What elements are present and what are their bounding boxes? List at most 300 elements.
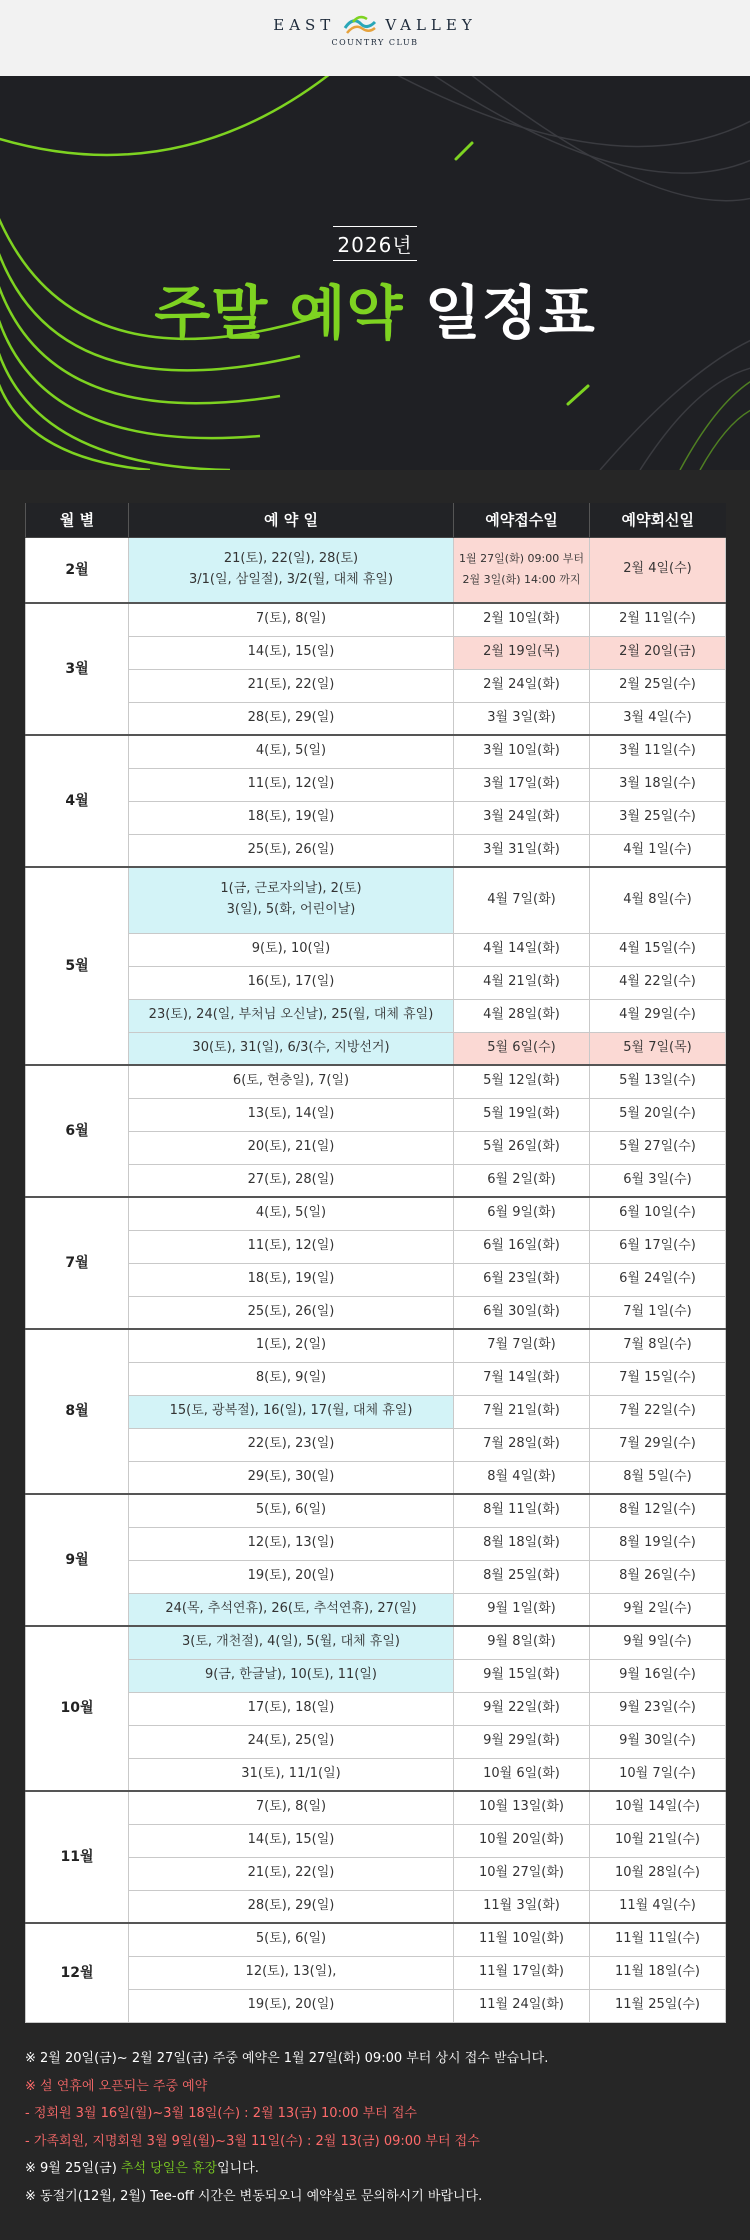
registration-date-cell [454, 1989, 590, 2022]
reservation-date-cell-line: 3(일), 5(화, 어린이날) [226, 902, 356, 918]
month-cell: 6월 [26, 1065, 129, 1197]
table-row [26, 1758, 726, 1791]
reply-date-cell: 5월 13일(수) [590, 1065, 726, 1098]
registration-date-cell [454, 537, 590, 603]
registration-date-cell-line: 9월 29일(화) [483, 1733, 560, 1749]
notice-line [25, 2073, 725, 2101]
registration-date-cell-line: 5월 12일(화) [483, 1073, 560, 1089]
reservation-date-cell [129, 1692, 454, 1725]
registration-date-cell-line: 11월 17일(화) [478, 1964, 565, 1980]
reservation-date-cell-line: 4(토), 5(일) [255, 1205, 327, 1221]
reservation-date-cell-line: 19(토), 20(일) [247, 1997, 335, 2013]
reservation-date-cell [129, 867, 454, 933]
registration-date-cell-line: 10월 20일(화) [478, 1832, 565, 1848]
month-cell: 5월 [26, 867, 129, 1065]
notice-line [25, 2100, 725, 2128]
notice-line [25, 2128, 725, 2156]
reservation-date-cell-line: 11(토), 12(일) [247, 776, 335, 792]
table-row [26, 1560, 726, 1593]
registration-date-cell-line: 4월 7일(화) [487, 891, 556, 907]
registration-date-cell [454, 735, 590, 768]
reservation-date-cell-line: 30(토), 31(일), 6/3(수, 지방선거) [192, 1039, 390, 1055]
notice-text: ※ 동절기(12월, 2월) Tee-off 시간은 변동되오니 예약실로 문의하시기 바랍니다. [25, 2188, 483, 2204]
reply-date-cell: 9월 9일(수) [590, 1626, 726, 1659]
registration-date-cell [454, 966, 590, 999]
reservation-date-cell-line: 7(토), 8(일) [255, 611, 327, 627]
reservation-date-cell-line: 25(토), 26(일) [247, 841, 335, 857]
reservation-date-cell [129, 1857, 454, 1890]
reservation-date-cell-line: 20(토), 21(일) [247, 1139, 335, 1155]
registration-date-cell [454, 1461, 590, 1494]
table-row [26, 1857, 726, 1890]
registration-date-cell-line: 8월 18일(화) [483, 1535, 560, 1551]
table-row [26, 801, 726, 834]
registration-date-cell-line: 4월 28일(화) [483, 1007, 560, 1023]
reply-date-cell: 4월 22일(수) [590, 966, 726, 999]
reservation-date-cell [129, 669, 454, 702]
registration-date-cell-line: 3월 3일(화) [487, 709, 556, 725]
registration-date-cell [454, 1362, 590, 1395]
table-row [26, 1362, 726, 1395]
registration-date-cell [454, 1923, 590, 1956]
reservation-date-cell [129, 735, 454, 768]
registration-date-cell-line: 5월 19일(화) [483, 1106, 560, 1122]
reservation-date-cell [129, 1329, 454, 1362]
reservation-date-cell-line: 4(토), 5(일) [255, 743, 327, 759]
registration-date-cell-line: 6월 9일(화) [487, 1205, 556, 1221]
registration-date-cell-line: 4월 14일(화) [483, 941, 560, 957]
reservation-date-cell [129, 1527, 454, 1560]
reply-date-cell: 5월 27일(수) [590, 1131, 726, 1164]
registration-date-cell-line: 6월 16일(화) [483, 1238, 560, 1254]
reservation-date-cell-line: 29(토), 30(일) [247, 1468, 335, 1484]
reservation-date-cell-line: 31(토), 11/1(일) [241, 1765, 341, 1781]
reply-date-cell: 10월 14일(수) [590, 1791, 726, 1824]
registration-date-cell-line: 2월 3일(화) 14:00 까지 [462, 572, 581, 586]
reply-date-cell: 6월 10일(수) [590, 1197, 726, 1230]
reservation-date-cell-line: 1(토), 2(일) [255, 1337, 327, 1353]
table-row [26, 1230, 726, 1263]
registration-date-cell [454, 1296, 590, 1329]
reservation-date-cell [129, 1395, 454, 1428]
table-row [26, 999, 726, 1032]
registration-date-cell [454, 1857, 590, 1890]
reply-date-cell: 11월 4일(수) [590, 1890, 726, 1923]
registration-date-cell [454, 1098, 590, 1131]
registration-date-cell-line: 10월 13일(화) [478, 1799, 565, 1815]
reply-date-cell: 10월 28일(수) [590, 1857, 726, 1890]
registration-date-cell [454, 1527, 590, 1560]
table-row [26, 636, 726, 669]
registration-date-cell [454, 1758, 590, 1791]
registration-date-cell-line: 8월 25일(화) [483, 1568, 560, 1584]
notice-text: - 가족회원, 지명회원 3월 9일(월)~3월 11일(수) : 2월 13(금) 09:00 부터 접수 [25, 2133, 480, 2149]
club-logo[interactable] [0, 14, 750, 47]
notice-text: ※ 9월 25일(금) [25, 2161, 121, 2176]
table-header-row [26, 503, 726, 537]
reservation-date-cell [129, 1131, 454, 1164]
reservation-date-cell [129, 1659, 454, 1692]
reservation-date-cell [129, 768, 454, 801]
reservation-date-cell [129, 702, 454, 735]
registration-date-cell [454, 834, 590, 867]
reply-date-cell: 2월 4일(수) [590, 537, 726, 603]
registration-date-cell-line: 7월 7일(화) [487, 1337, 556, 1353]
reservation-date-cell [129, 801, 454, 834]
registration-date-cell [454, 1329, 590, 1362]
month-cell: 11월 [26, 1791, 129, 1923]
reservation-date-cell-line: 18(토), 19(일) [247, 809, 335, 825]
registration-date-cell [454, 1560, 590, 1593]
reservation-date-cell [129, 1032, 454, 1065]
table-row [26, 702, 726, 735]
reservation-date-cell [129, 1824, 454, 1857]
table-row [26, 1791, 726, 1824]
notice-line [25, 2045, 725, 2073]
reply-date-cell: 6월 17일(수) [590, 1230, 726, 1263]
reply-date-cell: 8월 19일(수) [590, 1527, 726, 1560]
table-row [26, 966, 726, 999]
reservation-date-cell-line: 12(토), 13(일) [247, 1535, 335, 1551]
reservation-date-cell-line: 3/1(일, 삼일절), 3/2(월, 대체 휴일) [188, 571, 394, 587]
reservation-date-cell-line: 14(토), 15(일) [247, 1832, 335, 1848]
table-row [26, 1923, 726, 1956]
page-title [0, 266, 750, 350]
reservation-date-cell-line: 15(토, 광복절), 16(일), 17(월, 대체 휴일) [169, 1403, 413, 1419]
logo-word-left: EAST [273, 16, 336, 34]
reply-date-cell: 7월 1일(수) [590, 1296, 726, 1329]
reservation-date-cell [129, 1428, 454, 1461]
reply-date-cell: 8월 26일(수) [590, 1560, 726, 1593]
reservation-date-cell-line: 28(토), 29(일) [247, 709, 335, 725]
reply-date-cell: 9월 30일(수) [590, 1725, 726, 1758]
registration-date-cell [454, 1230, 590, 1263]
reply-date-cell: 6월 24일(수) [590, 1263, 726, 1296]
reservation-date-cell [129, 1461, 454, 1494]
notice-text: 입니다. [217, 2161, 259, 2176]
reservation-date-cell [129, 1626, 454, 1659]
registration-date-cell [454, 1593, 590, 1626]
registration-date-cell [454, 867, 590, 933]
reservation-date-cell [129, 1956, 454, 1989]
registration-date-cell [454, 801, 590, 834]
schedule-year: 2026년 [0, 226, 750, 261]
notice-list [25, 2045, 725, 2210]
registration-date-cell [454, 1164, 590, 1197]
reservation-date-cell-line: 9(금, 한글날), 10(토), 11(일) [205, 1667, 377, 1683]
registration-date-cell [454, 1956, 590, 1989]
header-reservation-date: 예 약 일 [129, 503, 454, 537]
notice-text: 추석 당일은 휴장 [120, 2161, 218, 2176]
table-row [26, 669, 726, 702]
registration-date-cell-line: 9월 1일(화) [487, 1600, 556, 1616]
reservation-date-cell-line: 13(토), 14(일) [247, 1106, 335, 1122]
registration-date-cell [454, 1131, 590, 1164]
reservation-date-cell [129, 1296, 454, 1329]
table-row [26, 834, 726, 867]
reply-date-cell: 11월 11일(수) [590, 1923, 726, 1956]
reservation-date-cell [129, 834, 454, 867]
reply-date-cell: 7월 29일(수) [590, 1428, 726, 1461]
table-row [26, 1428, 726, 1461]
registration-date-cell-line: 3월 10일(화) [483, 743, 560, 759]
reservation-date-cell [129, 1098, 454, 1131]
table-row [26, 1263, 726, 1296]
reply-date-cell: 4월 8일(수) [590, 867, 726, 933]
table-row [26, 1131, 726, 1164]
registration-date-cell-line: 8월 11일(화) [483, 1502, 560, 1518]
reservation-date-cell-line: 16(토), 17(일) [247, 974, 335, 990]
table-row [26, 1989, 726, 2022]
registration-date-cell-line: 9월 22일(화) [483, 1700, 560, 1716]
registration-date-cell [454, 1725, 590, 1758]
reservation-date-cell [129, 1065, 454, 1098]
registration-date-cell-line: 8월 4일(화) [487, 1468, 556, 1484]
reply-date-cell: 4월 15일(수) [590, 933, 726, 966]
table-row [26, 1395, 726, 1428]
registration-date-cell-line: 10월 27일(화) [478, 1865, 565, 1881]
registration-date-cell-line: 9월 8일(화) [487, 1634, 556, 1650]
registration-date-cell-line: 2월 24일(화) [483, 677, 560, 693]
reservation-date-cell [129, 1494, 454, 1527]
registration-date-cell-line: 5월 6일(수) [487, 1039, 556, 1055]
table-row [26, 1098, 726, 1131]
header-month: 월 별 [26, 503, 129, 537]
reservation-date-cell [129, 1923, 454, 1956]
table-row [26, 1527, 726, 1560]
reservation-date-cell [129, 1890, 454, 1923]
reply-date-cell: 3월 18일(수) [590, 768, 726, 801]
registration-date-cell-line: 7월 28일(화) [483, 1436, 560, 1452]
table-row [26, 1956, 726, 1989]
registration-date-cell [454, 1428, 590, 1461]
header-registration-date: 예약접수일 [454, 503, 590, 537]
registration-date-cell-line: 6월 23일(화) [483, 1271, 560, 1287]
reply-date-cell: 2월 25일(수) [590, 669, 726, 702]
reply-date-cell: 5월 20일(수) [590, 1098, 726, 1131]
notice-text: - 정회원 3월 16일(월)~3월 18일(수) : 2월 13(금) 10:00 부터 접수 [25, 2106, 417, 2121]
registration-date-cell-line: 9월 15일(화) [483, 1667, 560, 1683]
notice-line [25, 2155, 725, 2183]
reservation-date-cell [129, 1362, 454, 1395]
wave-icon [343, 14, 377, 36]
reply-date-cell: 2월 11일(수) [590, 603, 726, 636]
reservation-date-cell-line: 12(토), 13(일), [245, 1964, 337, 1980]
reply-date-cell: 7월 8일(수) [590, 1329, 726, 1362]
reservation-date-cell-line: 9(토), 10(일) [251, 941, 331, 957]
table-row [26, 1296, 726, 1329]
reply-date-cell: 10월 21일(수) [590, 1824, 726, 1857]
table-row [26, 537, 726, 603]
reply-date-cell: 4월 29일(수) [590, 999, 726, 1032]
table-row [26, 1593, 726, 1626]
title-green-part: 주말 예약 [154, 279, 404, 347]
reply-date-cell: 7월 15일(수) [590, 1362, 726, 1395]
table-row [26, 1890, 726, 1923]
registration-date-cell-line: 4월 21일(화) [483, 974, 560, 990]
reply-date-cell: 6월 3일(수) [590, 1164, 726, 1197]
table-row [26, 603, 726, 636]
registration-date-cell-line: 1월 27일(화) 09:00 부터 [459, 551, 584, 565]
hero-banner [0, 76, 750, 470]
reservation-date-cell-line: 23(토), 24(일, 부처님 오신날), 25(월, 대체 휴일) [148, 1007, 434, 1023]
reservation-date-cell [129, 1560, 454, 1593]
month-cell: 10월 [26, 1626, 129, 1791]
reservation-date-cell [129, 1758, 454, 1791]
registration-date-cell [454, 933, 590, 966]
table-row [26, 1065, 726, 1098]
registration-date-cell [454, 603, 590, 636]
logo-subtitle: COUNTRY CLUB [331, 38, 419, 47]
top-header [0, 0, 750, 76]
reply-date-cell: 4월 1일(수) [590, 834, 726, 867]
registration-date-cell [454, 1065, 590, 1098]
table-row [26, 1329, 726, 1362]
reservation-date-cell [129, 1593, 454, 1626]
registration-date-cell [454, 1626, 590, 1659]
registration-date-cell [454, 1824, 590, 1857]
registration-date-cell [454, 768, 590, 801]
registration-date-cell [454, 1263, 590, 1296]
table-row [26, 1032, 726, 1065]
registration-date-cell [454, 1692, 590, 1725]
reservation-date-cell [129, 636, 454, 669]
registration-date-cell [454, 1197, 590, 1230]
registration-date-cell-line: 2월 10일(화) [483, 611, 560, 627]
reservation-date-cell [129, 1989, 454, 2022]
header-reply-date: 예약회신일 [590, 503, 726, 537]
reply-date-cell: 5월 7일(목) [590, 1032, 726, 1065]
month-cell: 3월 [26, 603, 129, 735]
reservation-date-cell [129, 1791, 454, 1824]
reservation-date-cell-line: 8(토), 9(일) [255, 1370, 327, 1386]
reservation-date-cell-line: 5(토), 6(일) [255, 1931, 327, 1947]
reservation-date-cell [129, 1725, 454, 1758]
registration-date-cell-line: 3월 24일(화) [483, 809, 560, 825]
reservation-date-cell [129, 603, 454, 636]
reply-date-cell: 8월 12일(수) [590, 1494, 726, 1527]
table-row [26, 1494, 726, 1527]
table-body [26, 537, 726, 2022]
registration-date-cell [454, 1032, 590, 1065]
table-row [26, 933, 726, 966]
reply-date-cell: 8월 5일(수) [590, 1461, 726, 1494]
reply-date-cell: 11월 18일(수) [590, 1956, 726, 1989]
reservation-date-cell-line: 17(토), 18(일) [247, 1700, 335, 1716]
reservation-date-cell-line: 3(토, 개천절), 4(일), 5(월, 대체 휴일) [181, 1634, 400, 1650]
reservation-date-cell-line: 19(토), 20(일) [247, 1568, 335, 1584]
reservation-date-cell-line: 25(토), 26(일) [247, 1303, 335, 1319]
registration-date-cell-line: 11월 3일(화) [483, 1897, 560, 1913]
registration-date-cell [454, 1791, 590, 1824]
registration-date-cell-line: 7월 14일(화) [483, 1370, 560, 1386]
reservation-date-cell [129, 933, 454, 966]
registration-date-cell [454, 669, 590, 702]
month-cell: 8월 [26, 1329, 129, 1494]
registration-date-cell [454, 1659, 590, 1692]
table-row [26, 768, 726, 801]
notice-line [25, 2183, 725, 2211]
registration-date-cell-line: 2월 19일(목) [483, 644, 560, 660]
reservation-date-cell [129, 1164, 454, 1197]
table-row [26, 1692, 726, 1725]
table-row [26, 1164, 726, 1197]
notice-text: ※ 2월 20일(금)~ 2월 27일(금) 주중 예약은 1월 27일(화) 09:00 부터 상시 접수 받습니다. [25, 2051, 549, 2066]
reply-date-cell: 9월 2일(수) [590, 1593, 726, 1626]
registration-date-cell-line: 6월 30일(화) [483, 1303, 560, 1319]
reply-date-cell: 11월 25일(수) [590, 1989, 726, 2022]
reservation-date-cell [129, 1197, 454, 1230]
registration-date-cell-line: 5월 26일(화) [483, 1139, 560, 1155]
table-row [26, 1626, 726, 1659]
registration-date-cell-line: 11월 10일(화) [478, 1931, 565, 1947]
reply-date-cell: 7월 22일(수) [590, 1395, 726, 1428]
month-cell: 12월 [26, 1923, 129, 2022]
table-row [26, 867, 726, 933]
month-cell: 7월 [26, 1197, 129, 1329]
registration-date-cell [454, 1890, 590, 1923]
registration-date-cell [454, 1494, 590, 1527]
registration-date-cell [454, 1395, 590, 1428]
reservation-date-cell-line: 27(토), 28(일) [247, 1171, 335, 1187]
reply-date-cell: 10월 7일(수) [590, 1758, 726, 1791]
registration-date-cell [454, 636, 590, 669]
reservation-date-cell [129, 1263, 454, 1296]
reservation-date-cell-line: 1(금, 근로자의날), 2(토) [220, 881, 362, 897]
table-row [26, 735, 726, 768]
reply-date-cell: 9월 23일(수) [590, 1692, 726, 1725]
reservation-date-cell-line: 11(토), 12(일) [247, 1238, 335, 1254]
table-row [26, 1659, 726, 1692]
reservation-date-cell-line: 28(토), 29(일) [247, 1897, 335, 1913]
reply-date-cell: 3월 25일(수) [590, 801, 726, 834]
reservation-schedule-table [25, 503, 726, 2023]
reservation-date-cell [129, 966, 454, 999]
reservation-date-cell-line: 22(토), 23(일) [247, 1436, 335, 1452]
table-row [26, 1824, 726, 1857]
table-row [26, 1725, 726, 1758]
reply-date-cell: 3월 4일(수) [590, 702, 726, 735]
registration-date-cell [454, 702, 590, 735]
registration-date-cell-line: 3월 17일(화) [483, 776, 560, 792]
logo-word-right: VALLEY [385, 16, 477, 34]
registration-date-cell-line: 11월 24일(화) [478, 1997, 565, 2013]
reply-date-cell: 3월 11일(수) [590, 735, 726, 768]
reservation-date-cell-line: 7(토), 8(일) [255, 1799, 327, 1815]
reservation-date-cell-line: 24(토), 25(일) [247, 1733, 335, 1749]
table-row [26, 1197, 726, 1230]
reservation-date-cell [129, 999, 454, 1032]
reservation-date-cell-line: 18(토), 19(일) [247, 1271, 335, 1287]
reservation-date-cell-line: 6(토, 현충일), 7(일) [232, 1073, 350, 1089]
reservation-date-cell-line: 24(목, 추석연휴), 26(토, 추석연휴), 27(일) [165, 1600, 417, 1616]
reply-date-cell: 2월 20일(금) [590, 636, 726, 669]
table-row [26, 1461, 726, 1494]
month-cell: 9월 [26, 1494, 129, 1626]
month-cell: 2월 [26, 537, 129, 603]
notice-text: ※ 설 연휴에 오픈되는 주중 예약 [25, 2078, 208, 2094]
reservation-date-cell-line: 21(토), 22(일) [247, 677, 335, 693]
reservation-date-cell-line: 14(토), 15(일) [247, 644, 335, 660]
month-cell: 4월 [26, 735, 129, 867]
reservation-date-cell-line: 5(토), 6(일) [255, 1502, 327, 1518]
registration-date-cell-line: 7월 21일(화) [483, 1403, 560, 1419]
reservation-date-cell-line: 21(토), 22(일) [247, 1865, 335, 1881]
reservation-date-cell-line: 21(토), 22(일), 28(토) [223, 550, 359, 566]
registration-date-cell-line: 3월 31일(화) [483, 841, 560, 857]
registration-date-cell [454, 999, 590, 1032]
registration-date-cell-line: 6월 2일(화) [487, 1171, 556, 1187]
